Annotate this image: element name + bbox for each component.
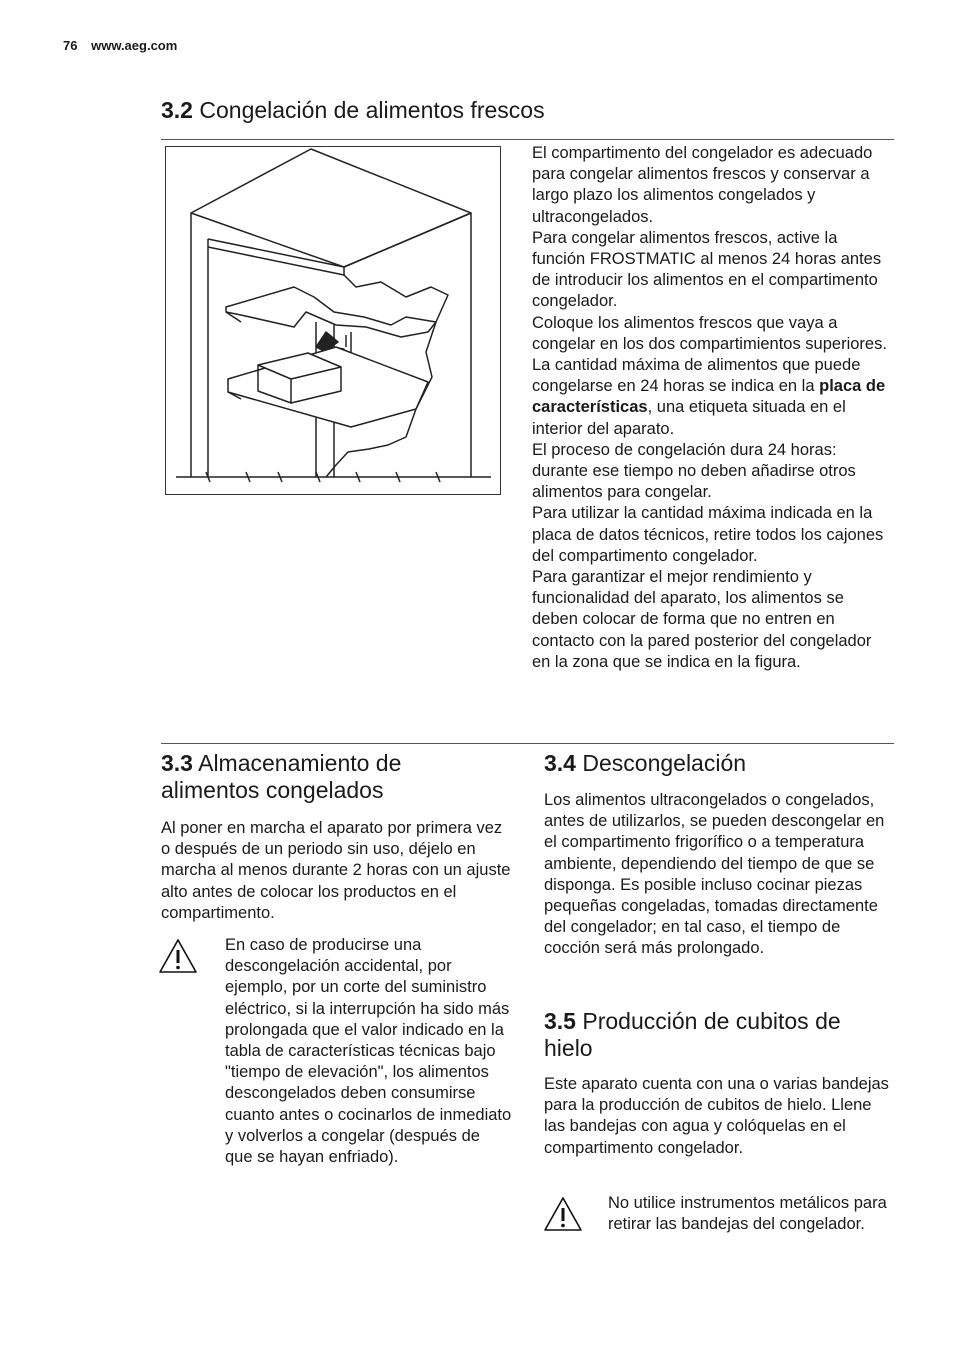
section-title: Producción de cubitos de hielo	[544, 1008, 841, 1061]
section-divider	[161, 139, 894, 140]
warning-icon	[543, 1196, 583, 1232]
section-title: Almacenamiento de alimentos congelados	[161, 750, 402, 803]
page-number: 76	[63, 38, 78, 53]
section-number: 3.3	[161, 750, 193, 776]
warning-paragraph: No utilice instrumentos metálicos para retirar las bandejas del congelador.	[608, 1194, 887, 1234]
paragraph: Este aparato cuenta con una o varias bandejas para la producción de cubitos de hielo. Llene las bandejas con agua y colóquelas en el compartimento congelador.	[544, 1075, 889, 1157]
warning-paragraph: En caso de producirse una descongelación accidental, por ejemplo, por un corte del suministro eléctrico, si la interrupción ha sido más prolongada que el valor indicado en la tabla de características técnicas bajo "tiempo de elevación", los alimentos descongelados deben consumirse cuanto antes o cocinarlos de inmediato y volverlos a congelar (después de que se hayan enfriado).	[225, 936, 512, 1167]
section-3-5-text	[544, 1074, 894, 1159]
paragraph-text: La cantidad máxima de alimentos que puede congelarse en 24 horas se indica en la	[532, 356, 861, 396]
warning-text-3-5	[608, 1193, 898, 1235]
section-3-4-text	[544, 790, 894, 960]
paragraph: Para utilizar la cantidad máxima indicada en la placa de datos técnicos, retire todos los cajones del compartimento congelador.	[532, 504, 884, 565]
paragraph: Para congelar alimentos frescos, active la función FROSTMATIC al menos 24 horas antes de introducir los alimentos en el compartimento congelador.	[532, 228, 882, 311]
section-heading-3-3	[161, 750, 491, 804]
section-heading-3-2	[161, 97, 881, 124]
freezer-illustration	[165, 146, 501, 495]
paragraph: Para garantizar el mejor rendimiento y funcionalidad del aparato, los alimentos se deben colocar de forma que no entren en contacto con la pared posterior del congelador en la zona que se indica en la figura.	[532, 568, 872, 671]
paragraph	[532, 355, 892, 440]
section-number: 3.2	[161, 97, 193, 123]
warning-icon	[158, 938, 198, 974]
section-title: Descongelación	[582, 750, 747, 776]
paragraph-text-continued: , una etiqueta situada en el interior del aparato.	[532, 398, 846, 438]
freezer-diagram-svg	[166, 147, 500, 494]
paragraph: Los alimentos ultracongelados o congelados, antes de utilizarlos, se pueden descongelar en el compartimento frigorífico o a temperatura ambiente, dependiendo del tiempo de que se disponga. Es posible incluso cocinar piezas pequeñas congeladas, tomadas directamente del congelador; en tal caso, el tiempo de cocción será más prolongado.	[544, 791, 885, 958]
bold-term: placa de características	[532, 377, 886, 417]
paragraph: El proceso de congelación dura 24 horas: durante ese tiempo no deben añadirse otros alimentos para congelar.	[532, 440, 856, 502]
section-heading-3-5	[544, 1008, 894, 1062]
warning-text-3-3	[225, 935, 512, 1168]
section-number: 3.5	[544, 1008, 576, 1034]
section-3-3-text	[161, 818, 511, 924]
website-url: www.aeg.com	[91, 38, 178, 53]
section-heading-3-4	[544, 750, 894, 777]
section-title: Congelación de alimentos frescos	[199, 97, 545, 123]
section-number: 3.4	[544, 750, 576, 776]
section-divider	[161, 743, 894, 744]
paragraph: Coloque los alimentos frescos que vaya a congelar en los dos compartimientos superiores.	[532, 313, 887, 353]
paragraph: Al poner en marcha el aparato por primera vez o después de un periodo sin uso, déjelo en marcha al menos durante 2 horas con un ajuste alto antes de colocar los productos en el compartimento.	[161, 819, 511, 922]
paragraph: El compartimento del congelador es adecuado para congelar alimentos frescos y conservar a largo plazo los alimentos congelados y ultracongelados.	[532, 144, 873, 226]
page-header	[63, 38, 187, 53]
section-3-2-text	[532, 143, 892, 673]
